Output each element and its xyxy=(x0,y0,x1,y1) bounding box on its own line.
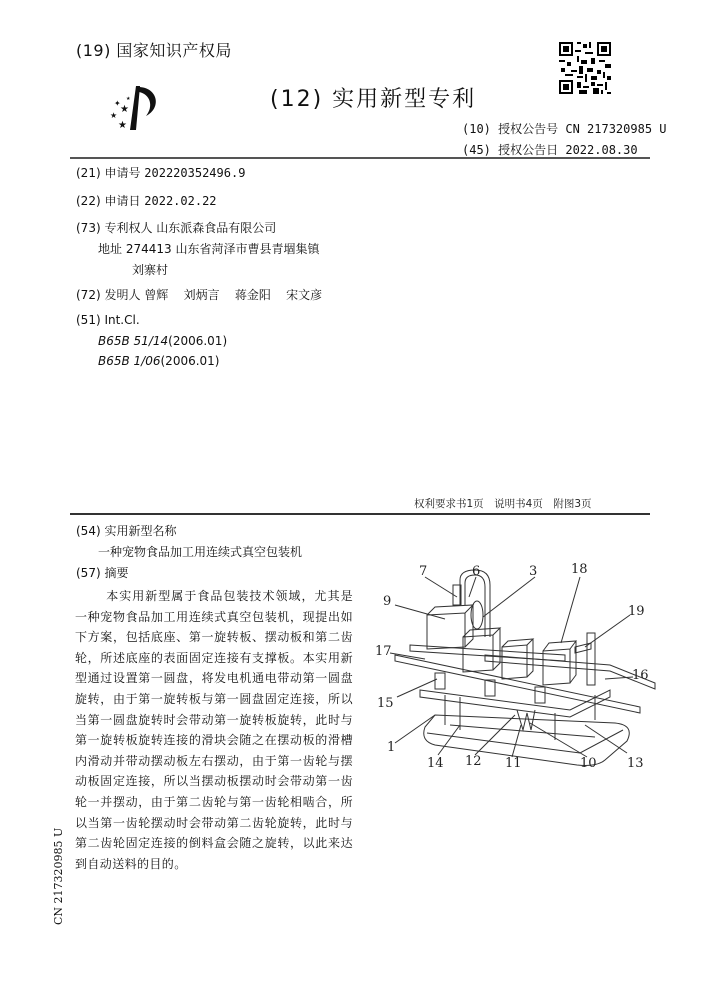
figure-label: 13 xyxy=(627,756,644,771)
ipc-version: (2006.01) xyxy=(168,334,228,348)
office-name: (19) 国家知识产权局 xyxy=(76,41,232,60)
svg-text:★: ★ xyxy=(110,111,118,120)
utility-model-title: 一种宠物食品加工用连续式真空包装机 xyxy=(98,545,303,559)
svg-text:✦: ✦ xyxy=(114,99,121,108)
header-divider xyxy=(70,157,650,159)
application-number xyxy=(76,164,245,181)
application-number-label: (21) 申请号 xyxy=(76,166,141,180)
figure-label: 7 xyxy=(419,564,428,579)
cnipa-logo xyxy=(106,80,166,136)
publication-date-value: 2022.08.30 xyxy=(565,143,638,157)
qr-code-icon xyxy=(559,42,611,94)
figure-label: 15 xyxy=(377,696,394,711)
page-counts: 权利要求书1页 说明书4页 附图3页 xyxy=(414,498,592,510)
post-19 xyxy=(575,633,595,685)
svg-text:★: ★ xyxy=(120,104,129,115)
figure-label: 6 xyxy=(472,564,481,579)
section-divider xyxy=(70,513,650,515)
svg-text:★: ★ xyxy=(126,96,131,102)
filing-date xyxy=(76,192,217,209)
ipc-code: B65B 51/14 xyxy=(98,334,169,348)
inventors xyxy=(76,286,322,303)
ipc-entry xyxy=(98,354,220,368)
publication-date-label: (45) 授权公告日 xyxy=(462,143,559,157)
filing-date-value: 2022.02.22 xyxy=(144,194,217,208)
patentee-label: (73) 专利权人 xyxy=(76,221,153,235)
abstract xyxy=(75,586,353,874)
publication-number xyxy=(462,120,667,137)
ipc-code: B65B 1/06 xyxy=(98,354,161,368)
figure-label: 10 xyxy=(580,756,597,771)
filing-date-label: (22) 申请日 xyxy=(76,194,141,208)
figure-label: 11 xyxy=(505,756,522,771)
patentee xyxy=(76,219,276,236)
publication-number-value: CN 217320985 U xyxy=(565,122,667,136)
intcl-label: (51) Int.Cl. xyxy=(76,313,140,327)
abstract-figure xyxy=(365,555,665,785)
inventor: 宋文彦 xyxy=(286,288,323,302)
ipc-entry xyxy=(98,334,227,348)
figure-label: 16 xyxy=(632,668,649,683)
svg-text:★: ★ xyxy=(118,120,127,131)
patentee-value: 山东派森食品有限公司 xyxy=(156,221,277,235)
address xyxy=(98,240,319,257)
figure-label: 3 xyxy=(529,564,538,579)
publication-number-label: (10) 授权公告号 xyxy=(462,122,559,136)
publication-date xyxy=(462,141,638,158)
inventor: 刘炳言 xyxy=(183,288,220,302)
box-9 xyxy=(427,605,473,649)
gears xyxy=(517,710,535,730)
lower-platform xyxy=(420,690,610,717)
box-18 xyxy=(543,641,576,685)
inventor: 曾辉 xyxy=(144,288,169,302)
figure-label: 1 xyxy=(387,740,396,755)
inventors-label: (72) 发明人 xyxy=(76,288,141,302)
figure-label: 12 xyxy=(465,754,482,769)
figure-label: 18 xyxy=(571,562,588,577)
figure-label: 17 xyxy=(375,644,392,659)
address-line1: 274413 山东省菏泽市曹县青堌集镇 xyxy=(125,242,320,256)
figure-label: 9 xyxy=(383,594,392,609)
abstract-label: (57) 摘要 xyxy=(76,566,129,580)
ipc-version: (2006.01) xyxy=(160,354,220,368)
inventor: 蒋金阳 xyxy=(234,288,271,302)
application-number-value: 202220352496.9 xyxy=(144,166,246,180)
figure-label: 14 xyxy=(427,756,444,771)
patent-type: (12) 实用新型专利 xyxy=(270,87,477,112)
address-line2: 刘寨村 xyxy=(132,263,169,277)
figure-label: 19 xyxy=(628,604,645,619)
abstract-text: 本实用新型属于食品包装技术领域，尤其是一种宠物食品加工用连续式真空包装机，现提出如下方案，包括底座、第一旋转板、摆动板和第二齿轮，所述底座的表面固定连接有支撑板。本实用新型通过设置第一圆盘，将发电机通电带动第一圆盘旋转，由于第一旋转板与第一圆盘固定连接，所以当第一圆盘旋转时会带动第一旋转板旋转，此时与第一旋转板旋转连接的滑块会随之在摆动板的滑槽内滑动并带动摆动板左右摆动，由于第一齿轮与摆动板固定连接，所以当摆动板摆动时会带动第一齿轮一并摆动，由于第二齿轮与第一齿轮相啮合，所以当第一齿轮摆动时会带动第二齿轮旋转，此时与第二齿轮固定连接的倒料盒会随之旋转，以此来达到自动送料的目的。 xyxy=(75,589,353,871)
side-publication-number: CN 217320985 U xyxy=(52,827,65,925)
title-label: (54) 实用新型名称 xyxy=(76,524,177,538)
address-label: 地址 xyxy=(98,242,123,256)
base-plate xyxy=(424,715,630,765)
